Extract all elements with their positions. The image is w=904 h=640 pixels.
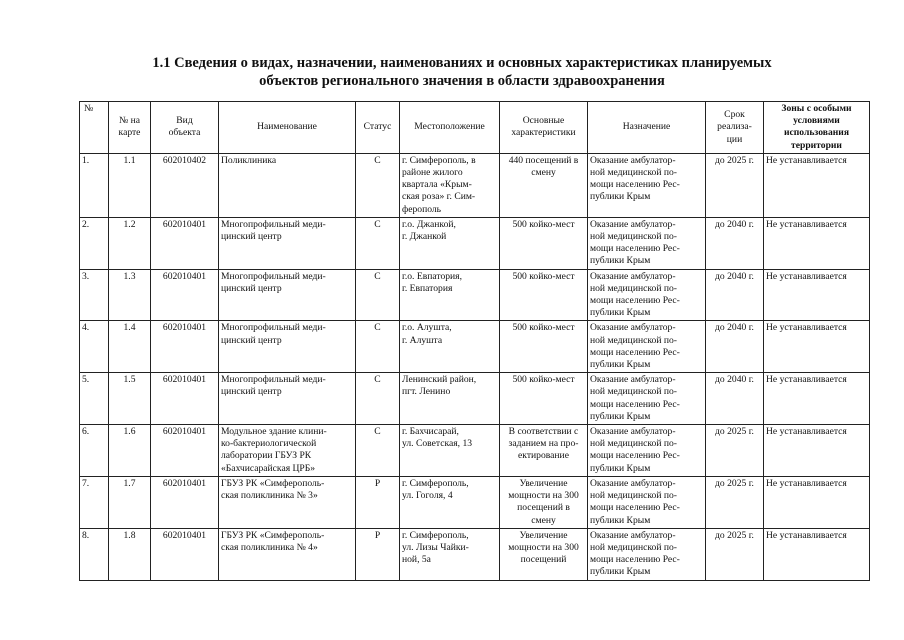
cell-purpose-line: мощи населению Рес- xyxy=(590,179,680,191)
cell-num-text: 7. xyxy=(82,477,90,489)
cell-zones xyxy=(764,528,870,580)
cell-num xyxy=(80,425,109,477)
cell-zones-text: Не устанавливается xyxy=(766,322,847,334)
cell-location xyxy=(400,321,500,373)
cell-term-text: до 2040 г. xyxy=(715,374,754,386)
cell-purpose-line: Оказание амбулатор- xyxy=(590,154,676,166)
cell-status xyxy=(356,528,400,580)
cell-zones-text: Не устанавливается xyxy=(766,529,847,541)
cell-features xyxy=(500,476,588,528)
cell-kind-text: 602010401 xyxy=(162,529,207,541)
cell-purpose-line: Оказание амбулатор- xyxy=(590,529,676,541)
cell-location-line: ул. Советская, 13 xyxy=(402,438,473,450)
cell-term xyxy=(706,269,764,321)
table-row xyxy=(80,269,870,321)
cell-purpose-line: мощи населению Рес- xyxy=(590,502,680,514)
cell-location xyxy=(400,153,500,217)
cell-status-text: С xyxy=(374,426,381,438)
cell-purpose-line: ной медицинской по- xyxy=(590,541,677,553)
cell-status-text: Р xyxy=(374,477,381,489)
cell-purpose-line: ной медицинской по- xyxy=(590,231,677,243)
cell-map-no-text: 1.5 xyxy=(123,374,136,386)
cell-purpose-line: публики Крым xyxy=(590,191,651,203)
cell-purpose xyxy=(588,425,706,477)
cell-purpose-line: ной медицинской по- xyxy=(590,386,677,398)
cell-num xyxy=(80,373,109,425)
cell-purpose-line: мощи населению Рес- xyxy=(590,295,680,307)
cell-purpose xyxy=(588,321,706,373)
cell-features-line: посещений xyxy=(520,554,567,566)
cell-location xyxy=(400,425,500,477)
objects-table xyxy=(79,101,870,581)
cell-features xyxy=(500,321,588,373)
cell-location-line: г. Евпатория xyxy=(402,282,453,294)
cell-term-text: до 2025 г. xyxy=(715,426,754,438)
table-row xyxy=(80,321,870,373)
cell-status-text: С xyxy=(374,374,381,386)
cell-purpose-line: публики Крым xyxy=(590,462,651,474)
cell-features xyxy=(500,217,588,269)
cell-name-line: цинский центр xyxy=(221,231,282,243)
cell-map-no xyxy=(109,217,151,269)
cell-purpose-line: Оказание амбулатор- xyxy=(590,218,676,230)
cell-name xyxy=(219,476,356,528)
cell-kind xyxy=(151,321,219,373)
cell-name-line: Многопрофильный меди- xyxy=(221,218,326,230)
cell-features-line: В соответствии с xyxy=(508,426,579,438)
cell-term xyxy=(706,425,764,477)
cell-name-line: «Бахчисарайская ЦРБ» xyxy=(221,462,316,474)
header-features: Основные характеристики xyxy=(500,102,588,154)
cell-location-line: пгт. Ленино xyxy=(402,386,451,398)
cell-status-text: Р xyxy=(374,529,381,541)
cell-term-text: до 2040 г. xyxy=(715,218,754,230)
cell-location-line: г. Алушта xyxy=(402,334,443,346)
header-row xyxy=(80,102,870,154)
header-zones: Зоны с особыми условиями использования территории xyxy=(764,102,870,154)
cell-features-line: 500 койко-мест xyxy=(512,322,575,334)
cell-num-text: 6. xyxy=(82,426,90,438)
cell-zones-text: Не устанавливается xyxy=(766,374,847,386)
cell-zones xyxy=(764,269,870,321)
cell-location-line: г. Симферополь, в xyxy=(402,154,476,166)
header-term: Срок реализа- ции xyxy=(706,102,764,154)
cell-status-text: С xyxy=(374,322,381,334)
cell-status xyxy=(356,217,400,269)
cell-purpose xyxy=(588,269,706,321)
cell-location-line: Ленинский район, xyxy=(402,374,477,386)
cell-features-line: ектирование xyxy=(518,450,569,462)
cell-status-text: С xyxy=(374,218,381,230)
cell-zones xyxy=(764,373,870,425)
cell-term xyxy=(706,321,764,373)
cell-name xyxy=(219,217,356,269)
cell-location-line: квартала «Крым- xyxy=(402,179,472,191)
cell-purpose-line: ной медицинской по- xyxy=(590,334,677,346)
cell-kind xyxy=(151,476,219,528)
cell-num xyxy=(80,528,109,580)
cell-purpose-line: ной медицинской по- xyxy=(590,282,677,294)
cell-term-text: до 2025 г. xyxy=(715,529,754,541)
cell-features-line: 500 койко-мест xyxy=(512,218,575,230)
cell-map-no xyxy=(109,153,151,217)
cell-term-text: до 2040 г. xyxy=(715,270,754,282)
cell-map-no xyxy=(109,528,151,580)
cell-map-no-text: 1.3 xyxy=(123,270,136,282)
cell-purpose-line: мощи населению Рес- xyxy=(590,554,680,566)
cell-purpose-line: Оказание амбулатор- xyxy=(590,477,676,489)
cell-purpose-line: публики Крым xyxy=(590,307,651,319)
cell-zones-text: Не устанавливается xyxy=(766,426,847,438)
cell-name-line: цинский центр xyxy=(221,334,282,346)
cell-name xyxy=(219,425,356,477)
document-title xyxy=(0,54,904,90)
cell-purpose-line: публики Крым xyxy=(590,359,651,371)
cell-status xyxy=(356,269,400,321)
cell-purpose-line: мощи населению Рес- xyxy=(590,450,680,462)
cell-zones-text: Не устанавливается xyxy=(766,270,847,282)
cell-location-line: ская роза» г. Сим- xyxy=(402,191,476,203)
cell-map-no-text: 1.1 xyxy=(123,154,136,166)
cell-term xyxy=(706,528,764,580)
cell-kind-text: 602010401 xyxy=(162,322,207,334)
cell-name-line: Модульное здание клини- xyxy=(221,426,327,438)
header-num: № xyxy=(80,102,109,154)
cell-purpose-line: ной медицинской по- xyxy=(590,438,677,450)
cell-kind xyxy=(151,425,219,477)
cell-location-line: ул. Лизы Чайки- xyxy=(402,541,469,553)
cell-purpose-line: Оказание амбулатор- xyxy=(590,322,676,334)
cell-map-no-text: 1.7 xyxy=(123,477,136,489)
cell-purpose-line: ной медицинской по- xyxy=(590,490,677,502)
cell-kind-text: 602010401 xyxy=(162,477,207,489)
header-purpose: Назначение xyxy=(588,102,706,154)
cell-status-text: С xyxy=(374,154,381,166)
cell-kind xyxy=(151,153,219,217)
cell-map-no-text: 1.8 xyxy=(123,529,136,541)
cell-location xyxy=(400,476,500,528)
cell-location-line: г.о. Джанкой, xyxy=(402,218,456,230)
cell-purpose-line: публики Крым xyxy=(590,255,651,267)
cell-zones-text: Не устанавливается xyxy=(766,477,847,489)
cell-location-line: районе жилого xyxy=(402,167,463,179)
cell-features xyxy=(500,425,588,477)
cell-num xyxy=(80,269,109,321)
cell-kind xyxy=(151,373,219,425)
cell-purpose-line: публики Крым xyxy=(590,566,651,578)
cell-kind xyxy=(151,269,219,321)
cell-status xyxy=(356,321,400,373)
table-row xyxy=(80,373,870,425)
cell-features-line: мощности на 300 xyxy=(508,541,579,553)
cell-num-text: 2. xyxy=(82,218,90,230)
cell-zones xyxy=(764,153,870,217)
cell-term xyxy=(706,373,764,425)
cell-zones xyxy=(764,476,870,528)
cell-location-line: г. Бахчисарай, xyxy=(402,426,459,438)
cell-location-line: г.о. Евпатория, xyxy=(402,270,462,282)
cell-location-line: ной, 5а xyxy=(402,554,431,566)
cell-term-text: до 2040 г. xyxy=(715,322,754,334)
title-line-1: 1.1 Сведения о видах, назначении, наименованиях и основных характеристиках планируемых xyxy=(152,55,772,71)
table-header xyxy=(80,102,870,154)
cell-features-line: 500 койко-мест xyxy=(512,374,575,386)
cell-name-line: Поликлиника xyxy=(221,154,277,166)
cell-num-text: 3. xyxy=(82,270,90,282)
cell-purpose xyxy=(588,476,706,528)
cell-features-line: смену xyxy=(531,514,556,526)
cell-features-line: 440 посещений в xyxy=(508,154,579,166)
cell-purpose xyxy=(588,373,706,425)
title-line-2: объектов регионального значения в области здравоохранения xyxy=(259,73,665,89)
cell-term xyxy=(706,153,764,217)
cell-map-no xyxy=(109,373,151,425)
cell-purpose-line: публики Крым xyxy=(590,410,651,422)
cell-purpose-line: Оказание амбулатор- xyxy=(590,270,676,282)
cell-status xyxy=(356,153,400,217)
table-row xyxy=(80,217,870,269)
cell-location xyxy=(400,528,500,580)
cell-location-line: ул. Гоголя, 4 xyxy=(402,490,453,502)
cell-features xyxy=(500,373,588,425)
cell-purpose-line: Оказание амбулатор- xyxy=(590,426,676,438)
cell-location-line: г. Симферополь, xyxy=(402,477,469,489)
cell-zones-text: Не устанавливается xyxy=(766,218,847,230)
cell-map-no xyxy=(109,269,151,321)
cell-kind-text: 602010401 xyxy=(162,270,207,282)
cell-name-line: Многопрофильный меди- xyxy=(221,374,326,386)
cell-purpose-line: мощи населению Рес- xyxy=(590,398,680,410)
cell-location-line: г. Джанкой xyxy=(402,231,447,243)
cell-kind-text: 602010401 xyxy=(162,374,207,386)
cell-map-no-text: 1.2 xyxy=(123,218,136,230)
cell-name-line: ская поликлиника № 4» xyxy=(221,541,318,553)
cell-map-no-text: 1.6 xyxy=(123,426,136,438)
cell-location xyxy=(400,269,500,321)
cell-name-line: ГБУЗ РК «Симферополь- xyxy=(221,529,325,541)
header-map-no: № на карте xyxy=(109,102,151,154)
cell-name xyxy=(219,528,356,580)
cell-name-line: цинский центр xyxy=(221,282,282,294)
cell-zones-text: Не устанавливается xyxy=(766,154,847,166)
cell-name-line: лаборатории ГБУЗ РК xyxy=(221,450,312,462)
cell-purpose-line: Оказание амбулатор- xyxy=(590,374,676,386)
cell-zones xyxy=(764,217,870,269)
cell-num xyxy=(80,476,109,528)
table-row xyxy=(80,528,870,580)
cell-features xyxy=(500,153,588,217)
cell-features-line: заданием на про- xyxy=(508,438,579,450)
cell-features-line: Увеличение xyxy=(519,477,568,489)
cell-features-line: мощности на 300 xyxy=(508,490,579,502)
table-row xyxy=(80,476,870,528)
cell-location-line: г.о. Алушта, xyxy=(402,322,452,334)
cell-purpose-line: публики Крым xyxy=(590,514,651,526)
header-status: Статус xyxy=(356,102,400,154)
cell-num-text: 8. xyxy=(82,529,90,541)
cell-kind xyxy=(151,217,219,269)
cell-name-line: ко-бактериологической xyxy=(221,438,317,450)
cell-num xyxy=(80,153,109,217)
cell-map-no xyxy=(109,321,151,373)
cell-status-text: С xyxy=(374,270,381,282)
cell-purpose xyxy=(588,217,706,269)
cell-features-line: Увеличение xyxy=(519,529,568,541)
cell-name-line: ская поликлиника № 3» xyxy=(221,490,318,502)
table-row xyxy=(80,153,870,217)
cell-map-no-text: 1.4 xyxy=(123,322,136,334)
table-row xyxy=(80,425,870,477)
cell-num xyxy=(80,321,109,373)
cell-zones xyxy=(764,321,870,373)
cell-kind xyxy=(151,528,219,580)
cell-status xyxy=(356,425,400,477)
cell-name-line: Многопрофильный меди- xyxy=(221,270,326,282)
cell-term xyxy=(706,476,764,528)
cell-features xyxy=(500,528,588,580)
cell-name xyxy=(219,153,356,217)
cell-term xyxy=(706,217,764,269)
cell-location xyxy=(400,217,500,269)
cell-name xyxy=(219,373,356,425)
cell-term-text: до 2025 г. xyxy=(715,154,754,166)
cell-name-line: цинский центр xyxy=(221,386,282,398)
cell-num-text: 4. xyxy=(82,322,90,334)
cell-kind-text: 602010402 xyxy=(162,154,207,166)
cell-location-line: г. Симферополь, xyxy=(402,529,469,541)
cell-map-no xyxy=(109,425,151,477)
cell-name-line: Многопрофильный меди- xyxy=(221,322,326,334)
cell-status xyxy=(356,476,400,528)
cell-location xyxy=(400,373,500,425)
cell-purpose-line: ной медицинской по- xyxy=(590,167,677,179)
cell-purpose xyxy=(588,528,706,580)
cell-purpose xyxy=(588,153,706,217)
cell-zones xyxy=(764,425,870,477)
cell-kind-text: 602010401 xyxy=(162,426,207,438)
cell-num xyxy=(80,217,109,269)
cell-status xyxy=(356,373,400,425)
cell-name-line: ГБУЗ РК «Симферополь- xyxy=(221,477,325,489)
header-location: Местоположение xyxy=(400,102,500,154)
cell-num-text: 1. xyxy=(82,154,90,166)
cell-num-text: 5. xyxy=(82,374,90,386)
cell-purpose-line: мощи населению Рес- xyxy=(590,346,680,358)
header-kind: Вид объекта xyxy=(151,102,219,154)
table-body xyxy=(80,153,870,580)
header-name: Наименование xyxy=(219,102,356,154)
cell-features-line: смену xyxy=(531,167,556,179)
cell-features xyxy=(500,269,588,321)
cell-name xyxy=(219,321,356,373)
cell-features-line: посещений в xyxy=(517,502,570,514)
cell-features-line: 500 койко-мест xyxy=(512,270,575,282)
cell-kind-text: 602010401 xyxy=(162,218,207,230)
cell-purpose-line: мощи населению Рес- xyxy=(590,243,680,255)
cell-term-text: до 2025 г. xyxy=(715,477,754,489)
cell-name xyxy=(219,269,356,321)
cell-map-no xyxy=(109,476,151,528)
cell-location-line: ферополь xyxy=(402,203,442,215)
